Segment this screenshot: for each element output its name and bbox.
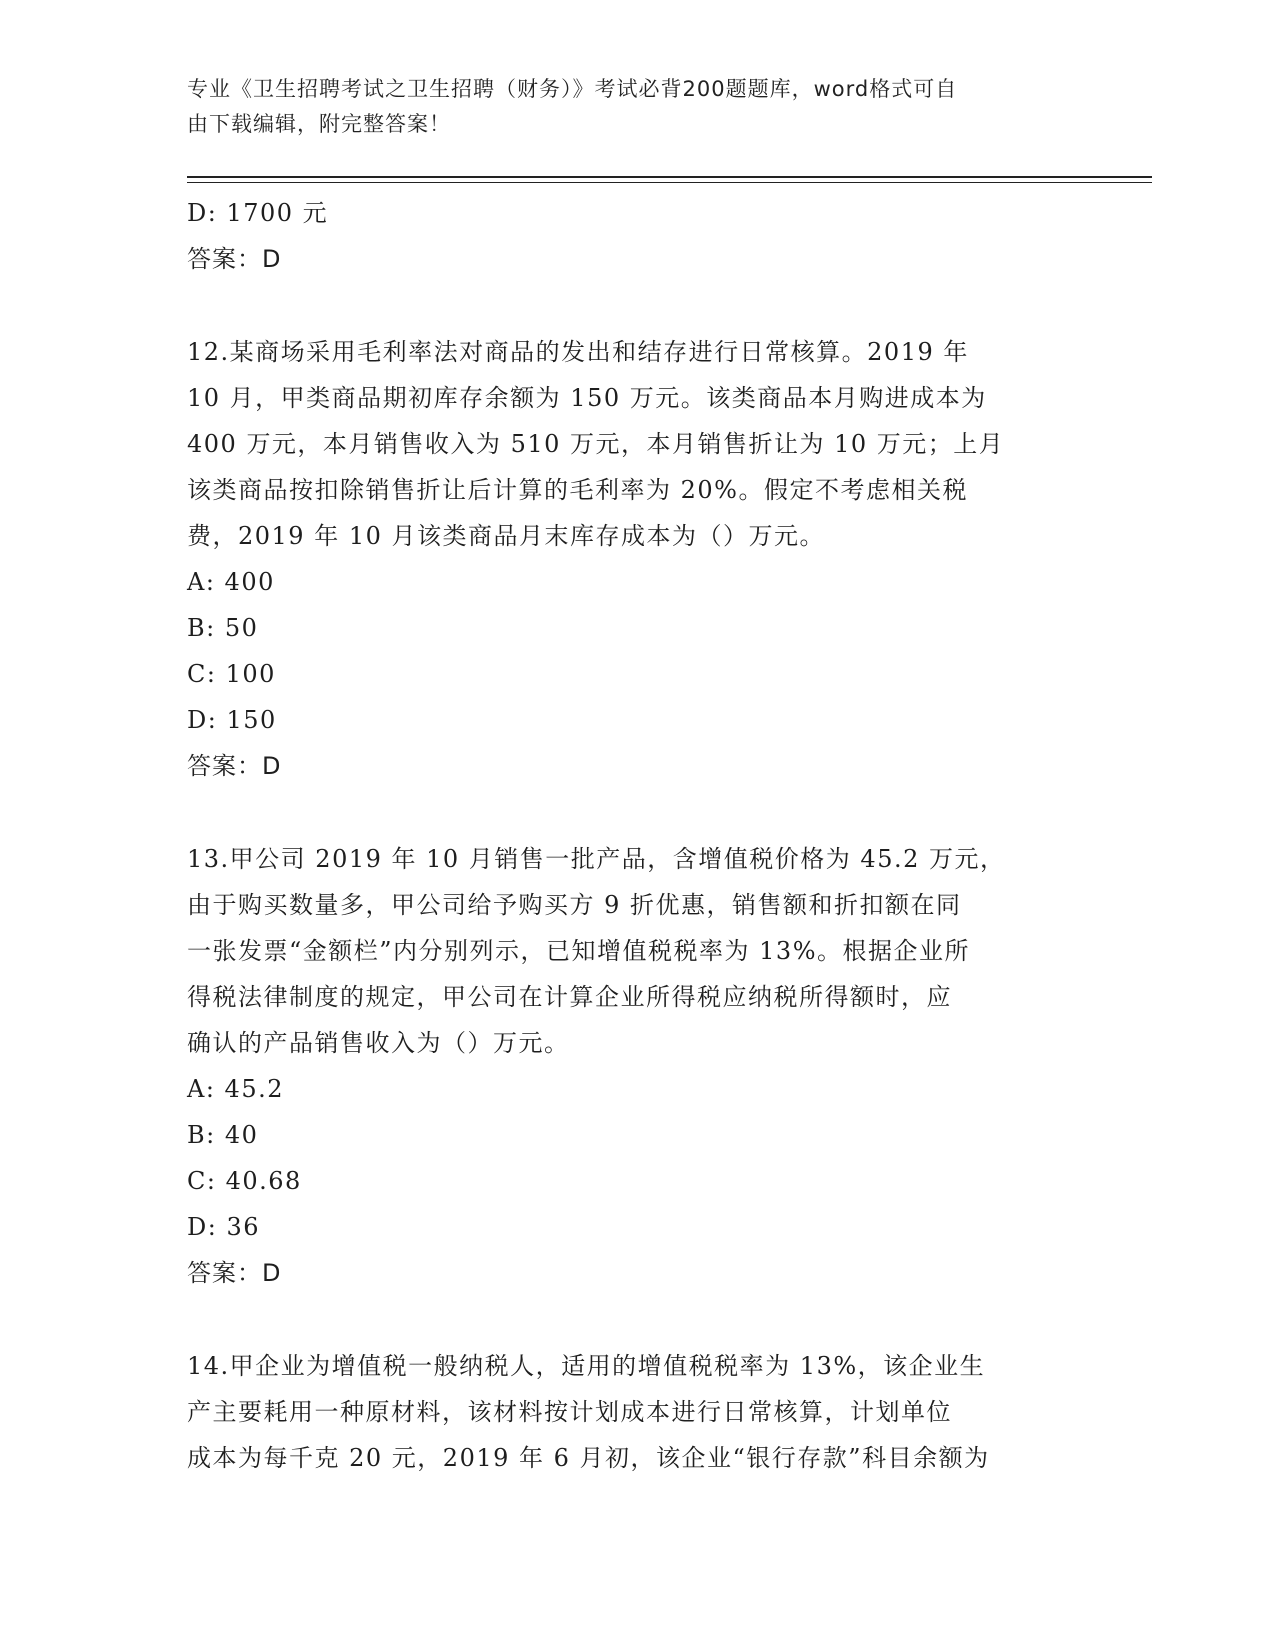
option-c: C: 40.68: [187, 1167, 302, 1195]
document-header: [187, 72, 1067, 142]
option-a: A: 45.2: [187, 1075, 284, 1103]
question-text-line: 该类商品按扣除销售折让后计算的毛利率为 20%。假定不考虑相关税: [187, 476, 968, 504]
question-text-line: 400 万元，本月销售收入为 510 万元，本月销售折让为 10 万元；上月: [187, 430, 1005, 458]
question-text-line: 确认的产品销售收入为（）万元。: [187, 1029, 570, 1057]
question-text-line: 10 月，甲类商品期初库存余额为 150 万元。该类商品本月购进成本为: [187, 384, 987, 412]
question-12: [187, 329, 1087, 789]
spacer: [187, 282, 1087, 329]
option-d: D: 150: [187, 706, 277, 734]
option-b: B: 50: [187, 614, 259, 642]
question-text-line: 14.甲企业为增值税一般纳税人，适用的增值税税率为 13%，该企业生: [187, 1352, 986, 1380]
option-d: D: 1700 元: [187, 199, 329, 227]
spacer: [187, 789, 1087, 836]
document-body: [187, 190, 1087, 1481]
spacer: [187, 1296, 1087, 1343]
question-text-line: 得税法律制度的规定，甲公司在计算企业所得税应纳税所得额时，应: [187, 983, 952, 1011]
header-divider-thin: [187, 182, 1152, 183]
answer: 答案：D: [187, 245, 282, 273]
option-b: B: 40: [187, 1121, 259, 1149]
answer: 答案：D: [187, 1259, 282, 1287]
question-text-line: 费，2019 年 10 月该类商品月末库存成本为（）万元。: [187, 522, 826, 550]
answer: 答案：D: [187, 752, 282, 780]
question-text-line: 一张发票“金额栏”内分别列示，已知增值税税率为 13%。根据企业所: [187, 937, 971, 965]
header-line-1: 专业《卫生招聘考试之卫生招聘（财务）》考试必背200题题库，word格式可自: [187, 77, 958, 101]
question-14: [187, 1343, 1087, 1481]
question-text-line: 由于购买数量多，甲公司给予购买方 9 折优惠，销售额和折扣额在同: [187, 891, 962, 919]
option-a: A: 400: [187, 568, 275, 596]
question-text-line: 产主要耗用一种原材料，该材料按计划成本进行日常核算，计划单位: [187, 1398, 952, 1426]
option-d: D: 36: [187, 1213, 260, 1241]
option-c: C: 100: [187, 660, 276, 688]
question-text-line: 12.某商场采用毛利率法对商品的发出和结存进行日常核算。2019 年: [187, 338, 969, 366]
header-divider-thick: [187, 176, 1152, 178]
question-text-line: 成本为每千克 20 元，2019 年 6 月初，该企业“银行存款”科目余额为: [187, 1444, 990, 1472]
question-13: [187, 836, 1087, 1296]
header-line-2: 由下载编辑，附完整答案！: [187, 112, 451, 136]
question-text-line: 13.甲公司 2019 年 10 月销售一批产品，含增值税价格为 45.2 万元，: [187, 845, 1006, 873]
